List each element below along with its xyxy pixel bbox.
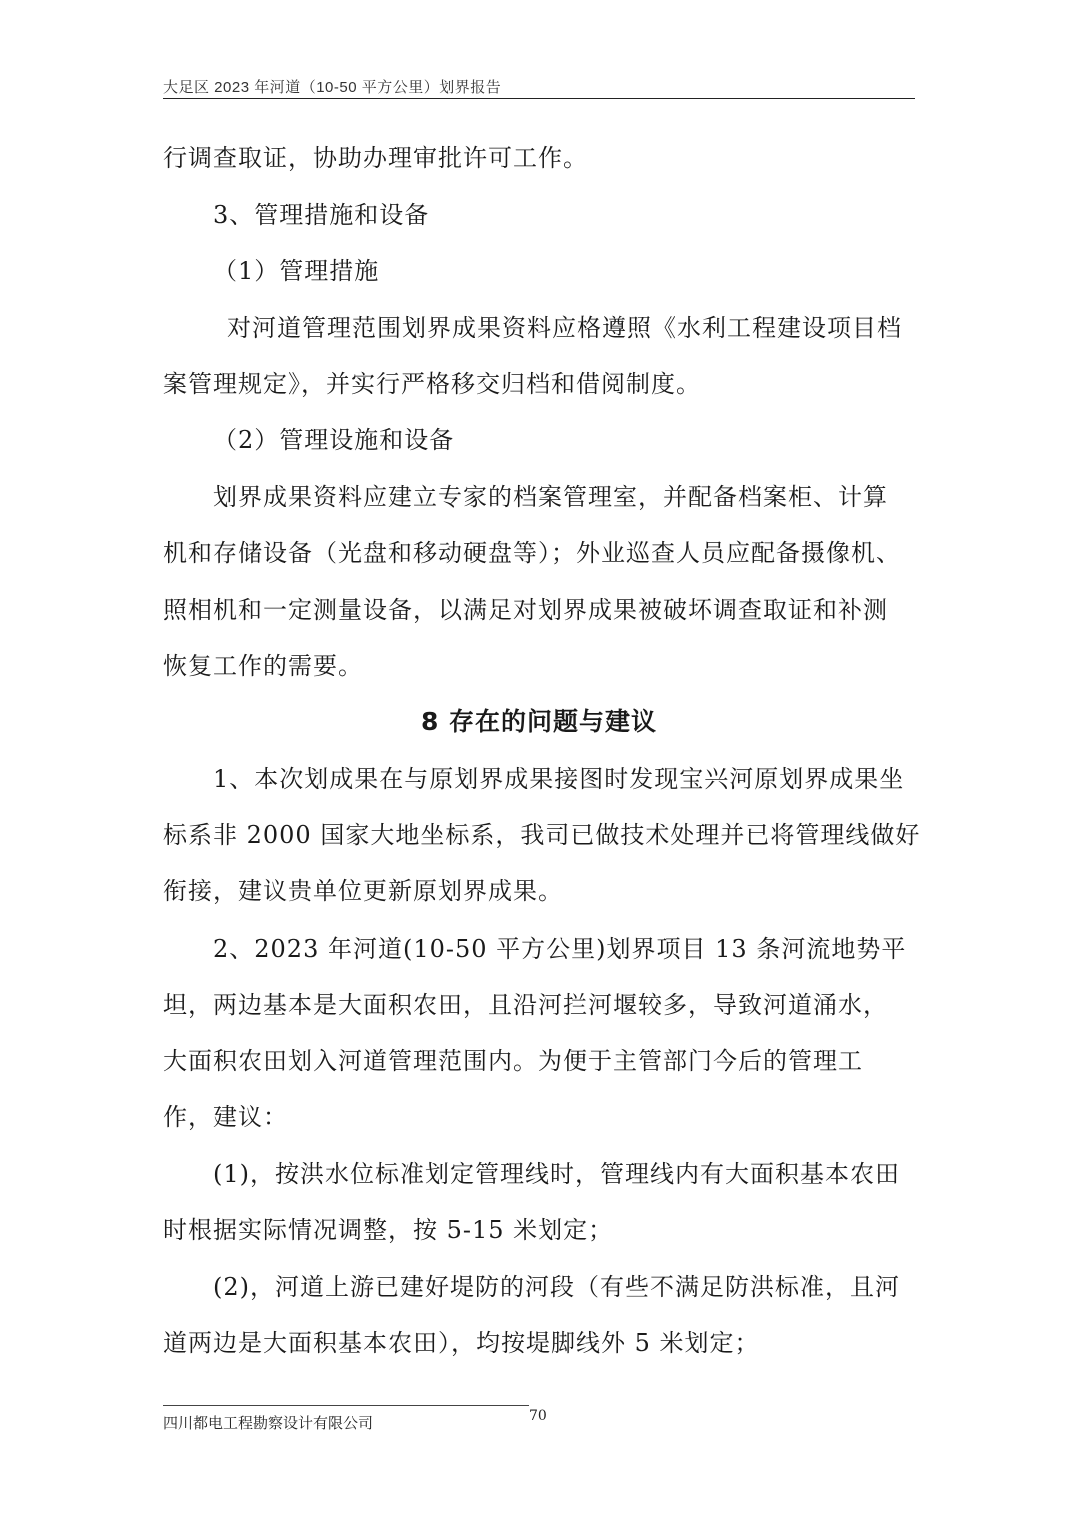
section-heading: 3、管理措施和设备: [213, 201, 430, 229]
body-line: 行调查取证，协助办理审批许可工作。: [163, 144, 588, 172]
body-line: 机和存储设备（光盘和移动硬盘等）；外业巡查人员应配备摄像机、: [163, 539, 901, 567]
page-number: 70: [529, 1408, 547, 1424]
body-line: 划界成果资料应建立专家的档案管理室，并配备档案柜、计算: [213, 483, 888, 511]
page-header-title: 大足区 2023 年河道（10-50 平方公里）划界报告: [163, 79, 502, 96]
body-line: 标系非 2000 国家大地坐标系，我司已做技术处理并已将管理线做好: [163, 821, 921, 849]
body-line: 1、本次划成果在与原划界成果接图时发现宝兴河原划界成果坐: [213, 765, 905, 793]
footer-company-name: 四川都电工程勘察设计有限公司: [163, 1414, 374, 1432]
body-line: 时根据实际情况调整，按 5-15 米划定；: [163, 1216, 614, 1244]
body-line: 案管理规定》，并实行严格移交归档和借阅制度。: [163, 370, 701, 398]
body-line: 恢复工作的需要。: [163, 652, 363, 680]
body-line: 大面积农田划入河道管理范围内。为便于主管部门今后的管理工: [163, 1047, 863, 1075]
body-line: 衔接，建议贵单位更新原划界成果。: [163, 877, 563, 905]
subsection-heading: （1）管理措施: [213, 257, 380, 285]
body-line: (2)，河道上游已建好堤防的河段（有些不满足防洪标准，且河: [213, 1273, 900, 1301]
body-line: 道两边是大面积基本农田），均按堤脚线外 5 米划定；: [163, 1329, 760, 1357]
body-line: 作，建议：: [163, 1103, 288, 1131]
header-divider: [163, 98, 915, 99]
body-line: (1)，按洪水位标准划定管理线时，管理线内有大面积基本农田: [213, 1160, 900, 1188]
body-line: 照相机和一定测量设备，以满足对划界成果被破坏调查取证和补测: [163, 596, 888, 624]
body-line: 2、2023 年河道(10-50 平方公里)划界项目 13 条河流地势平: [213, 935, 907, 963]
body-line: 坦，两边基本是大面积农田，且沿河拦河堰较多，导致河道涌水，: [163, 991, 888, 1019]
chapter-heading: 8 存在的问题与建议: [420, 707, 658, 736]
body-line: 对河道管理范围划界成果资料应格遵照《水利工程建设项目档: [227, 314, 902, 342]
subsection-heading: （2）管理设施和设备: [213, 426, 455, 454]
footer-divider: [163, 1405, 529, 1406]
